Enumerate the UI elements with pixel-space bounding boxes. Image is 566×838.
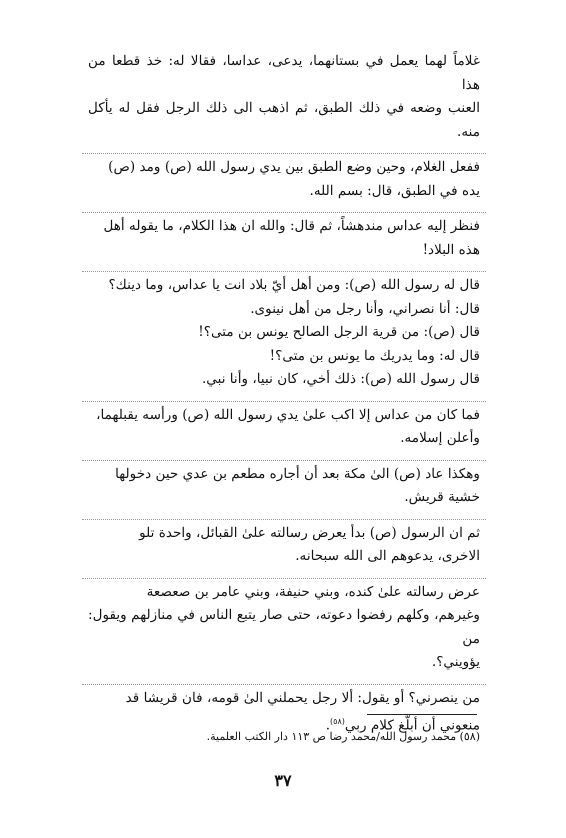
main-text xyxy=(88,50,480,744)
paragraph xyxy=(88,522,480,575)
footnote: (٥٨) محمد رسول الله/محمد رضا ص ١١٣ دار الكتب العلمية. xyxy=(206,730,480,743)
text-line: قال له رسول الله (ص): ومن أهل أيّ بلاد انت يا عداس، وما دينك؟ xyxy=(108,277,480,293)
text-line: قال رسول الله (ص): ذلك أخي، كان نبيا، وأنا نبي. xyxy=(201,371,480,387)
text-line: خشية قريش. xyxy=(404,489,480,505)
text-line: غلاماً لهما يعمل في بستانهما، يدعى، عداسا، فقالا له: خذ قطعا من هذا xyxy=(88,53,480,93)
text-line: يده في الطبق، قال: بسم الله. xyxy=(309,182,480,199)
paragraph xyxy=(88,50,480,150)
text-line: الاخرى، يدعوهم الى الله سبحانه. xyxy=(295,548,480,564)
sentence-end: . xyxy=(325,717,331,734)
text-line: من ينصرني؟ أو يقول: ألا رجل يحملني الىٰ قومه، فان قريشا قد xyxy=(125,689,480,706)
text-line: فما كان من عداس إلا اكب علىٰ يدي رسول الله (ص) ورأسه يقبلهما، xyxy=(96,406,480,423)
text-line: يؤويني؟. xyxy=(431,654,480,670)
text-line: وهكذا عاد (ص) الىٰ مكة بعد أن أجاره مطعم بن عدي حين دخولها xyxy=(115,465,480,482)
text-line: وغيرهم، وكلهم رفضوا دعوته، حتى صار يتبع الناس في منازلهم ويقول: من xyxy=(88,607,480,647)
paragraph xyxy=(88,463,480,516)
text-line: هذه البلاد! xyxy=(422,241,480,258)
text-line: العنب وضعه في ذلك الطبق، ثم اذهب الى ذلك الرجل فقل له يأكل منه. xyxy=(88,100,480,140)
text-line: قال (ص): من قرية الرجل الصالح يونس بن متى؟! xyxy=(198,324,480,340)
footnote-reference[interactable]: (٥٨) xyxy=(330,717,345,726)
paragraph xyxy=(88,404,480,457)
text-line: عرض رسالته علىٰ كنده، وبني حنيفة، وبني عامر بن صعصعة xyxy=(146,583,480,600)
text-line: فنظر إليه عداس مندهشاً، ثم قال: والله ان هذا الكلام، ما يقوله أهل xyxy=(103,218,480,234)
text-line-body: منعوني أن أبلّغ كلام ربي xyxy=(344,717,480,734)
paragraph xyxy=(88,156,480,209)
text-line: قال: أنا نصراني، وأنا رجل من أهل نينوى. xyxy=(250,300,480,317)
text-line: وأعلن إسلامه. xyxy=(400,430,480,446)
footnote-divider xyxy=(367,714,477,715)
text-line: ففعل الغلام، وحين وضع الطبق بين يدي رسول الله (ص) ومد (ص) xyxy=(108,159,480,175)
paragraph xyxy=(88,581,480,681)
text-line: قال له: وما يدريك ما يونس بن متى؟! xyxy=(269,347,480,364)
paragraph-dialogue xyxy=(88,274,480,398)
text-line: ثم ان الرسول (ص) بدأ يعرض رسالته علىٰ القبائل، واحدة تلو xyxy=(139,524,480,541)
page-number: ٣٧ xyxy=(274,771,292,790)
paragraph xyxy=(88,215,480,268)
